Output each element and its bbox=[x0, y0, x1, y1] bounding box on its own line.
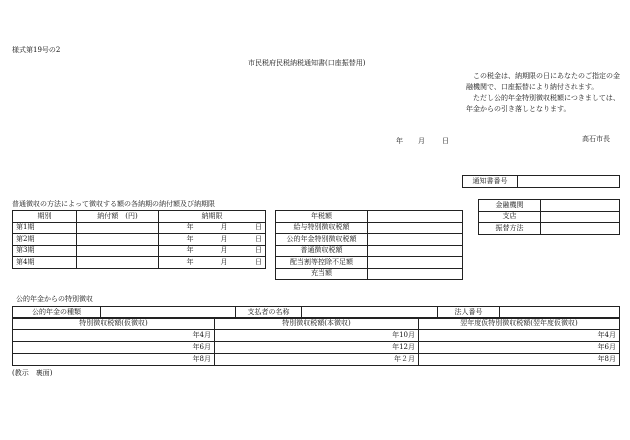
date-year-label: 年 bbox=[396, 137, 403, 145]
table-row bbox=[276, 222, 463, 234]
table-row bbox=[276, 211, 463, 223]
table-row bbox=[13, 245, 266, 257]
table-row bbox=[479, 200, 620, 212]
pension-header-row bbox=[13, 318, 620, 330]
tax-summary-label: 公的年金特別徴収税額 bbox=[276, 234, 368, 246]
notice-paragraph-1: この税金は、納期限の日にあなたのご指定の金融機関で、口座振替により納付されます。 bbox=[466, 72, 620, 91]
pension-month: 年6月 bbox=[419, 341, 620, 353]
footer-note: (教示 裏面) bbox=[12, 369, 53, 377]
pension-month: 年6月 bbox=[13, 341, 215, 353]
tax-summary-label: 普通徴収税額 bbox=[276, 245, 368, 257]
notice-number-table bbox=[462, 175, 620, 188]
col-deadline-header: 納期限 bbox=[159, 211, 266, 223]
installments-header-row bbox=[13, 211, 266, 223]
deadline-year: 年 bbox=[159, 257, 197, 269]
pension-month: 年8月 bbox=[419, 353, 620, 365]
issuer-name: 高石市長 bbox=[582, 135, 610, 143]
deadline-day: 日 bbox=[231, 234, 266, 246]
corporate-number-label: 法人番号 bbox=[438, 307, 500, 319]
table-row bbox=[13, 222, 266, 234]
table-row bbox=[276, 245, 463, 257]
deadline-year: 年 bbox=[159, 234, 197, 246]
tax-summary-value bbox=[368, 245, 463, 257]
pension-month: 年8月 bbox=[13, 353, 215, 365]
date-month-label: 月 bbox=[418, 137, 425, 145]
bank-label: 振替方法 bbox=[479, 223, 541, 235]
table-row bbox=[479, 223, 620, 235]
bank-value bbox=[541, 200, 620, 212]
deadline-day: 日 bbox=[231, 222, 266, 234]
installment-period: 第1期 bbox=[13, 222, 77, 234]
installment-period: 第2期 bbox=[13, 234, 77, 246]
deadline-month: 月 bbox=[197, 222, 231, 234]
installment-amount bbox=[77, 222, 159, 234]
pension-col2-header: 特別徴収税額(本徴収) bbox=[215, 318, 419, 330]
deadline-year: 年 bbox=[159, 222, 197, 234]
tax-summary-value bbox=[368, 257, 463, 269]
tax-summary-label: 給与特別徴収税額 bbox=[276, 222, 368, 234]
table-row bbox=[276, 234, 463, 246]
deadline-month: 月 bbox=[197, 234, 231, 246]
form-number: 様式第19号の2 bbox=[12, 46, 61, 54]
installment-amount bbox=[77, 234, 159, 246]
bank-label: 金融機関 bbox=[479, 200, 541, 212]
tax-summary-value bbox=[368, 222, 463, 234]
payer-name-label: 支払者の名称 bbox=[236, 307, 302, 319]
installment-amount bbox=[77, 245, 159, 257]
tax-summary-table bbox=[275, 210, 463, 280]
tax-summary-value bbox=[368, 211, 463, 223]
notice-paragraph-2: ただし公的年金特別徴収税額につきましては、年金からの引き落しとなります。 bbox=[466, 94, 620, 113]
installments-section-title: 普通徴収の方法によって徴収する額の各納期の納付額及び納期限 bbox=[12, 200, 215, 208]
deadline-year: 年 bbox=[159, 245, 197, 257]
tax-summary-label: 充当額 bbox=[276, 268, 368, 280]
bank-value bbox=[541, 223, 620, 235]
deadline-month: 月 bbox=[197, 257, 231, 269]
pension-section-title: 公的年金からの特別徴収 bbox=[16, 295, 93, 303]
page-title: 市民税府民税納税通知書(口座振替用) bbox=[248, 59, 366, 67]
tax-summary-label: 配当割等控除不足額 bbox=[276, 257, 368, 269]
deadline-month: 月 bbox=[197, 245, 231, 257]
table-row bbox=[13, 353, 620, 365]
pension-month: 年12月 bbox=[215, 341, 419, 353]
notice-number-value bbox=[518, 176, 620, 188]
pension-month: 年4月 bbox=[419, 329, 620, 341]
pension-type-label: 公的年金の種類 bbox=[13, 307, 101, 319]
bank-table bbox=[478, 199, 620, 235]
table-row bbox=[13, 234, 266, 246]
table-row bbox=[13, 257, 266, 269]
table-row bbox=[13, 341, 620, 353]
col-amount-header: 納付額 (円) bbox=[77, 211, 159, 223]
installment-period: 第3期 bbox=[13, 245, 77, 257]
notice-number-label: 通知書番号 bbox=[463, 176, 518, 188]
tax-summary-value bbox=[368, 234, 463, 246]
installment-period: 第4期 bbox=[13, 257, 77, 269]
deadline-day: 日 bbox=[231, 245, 266, 257]
pension-month: 年4月 bbox=[13, 329, 215, 341]
installments-table bbox=[12, 210, 266, 269]
col-period-header: 期別 bbox=[13, 211, 77, 223]
bank-label: 支店 bbox=[479, 211, 541, 223]
pension-month: 年２月 bbox=[215, 353, 419, 365]
tax-summary-value bbox=[368, 268, 463, 280]
deadline-day: 日 bbox=[231, 257, 266, 269]
pension-col1-header: 特別徴収税額(仮徴収) bbox=[13, 318, 215, 330]
table-row bbox=[276, 268, 463, 280]
pension-tax-table bbox=[12, 317, 620, 366]
bank-value bbox=[541, 211, 620, 223]
tax-summary-label: 年税額 bbox=[276, 211, 368, 223]
pension-month: 年10月 bbox=[215, 329, 419, 341]
table-row bbox=[13, 329, 620, 341]
pension-col3-header: 翌年度仮特別徴収税額(翌年度仮徴収) bbox=[419, 318, 620, 330]
date-day-label: 日 bbox=[442, 137, 449, 145]
notice-text bbox=[466, 71, 624, 115]
table-row bbox=[276, 257, 463, 269]
table-row bbox=[479, 211, 620, 223]
installment-amount bbox=[77, 257, 159, 269]
